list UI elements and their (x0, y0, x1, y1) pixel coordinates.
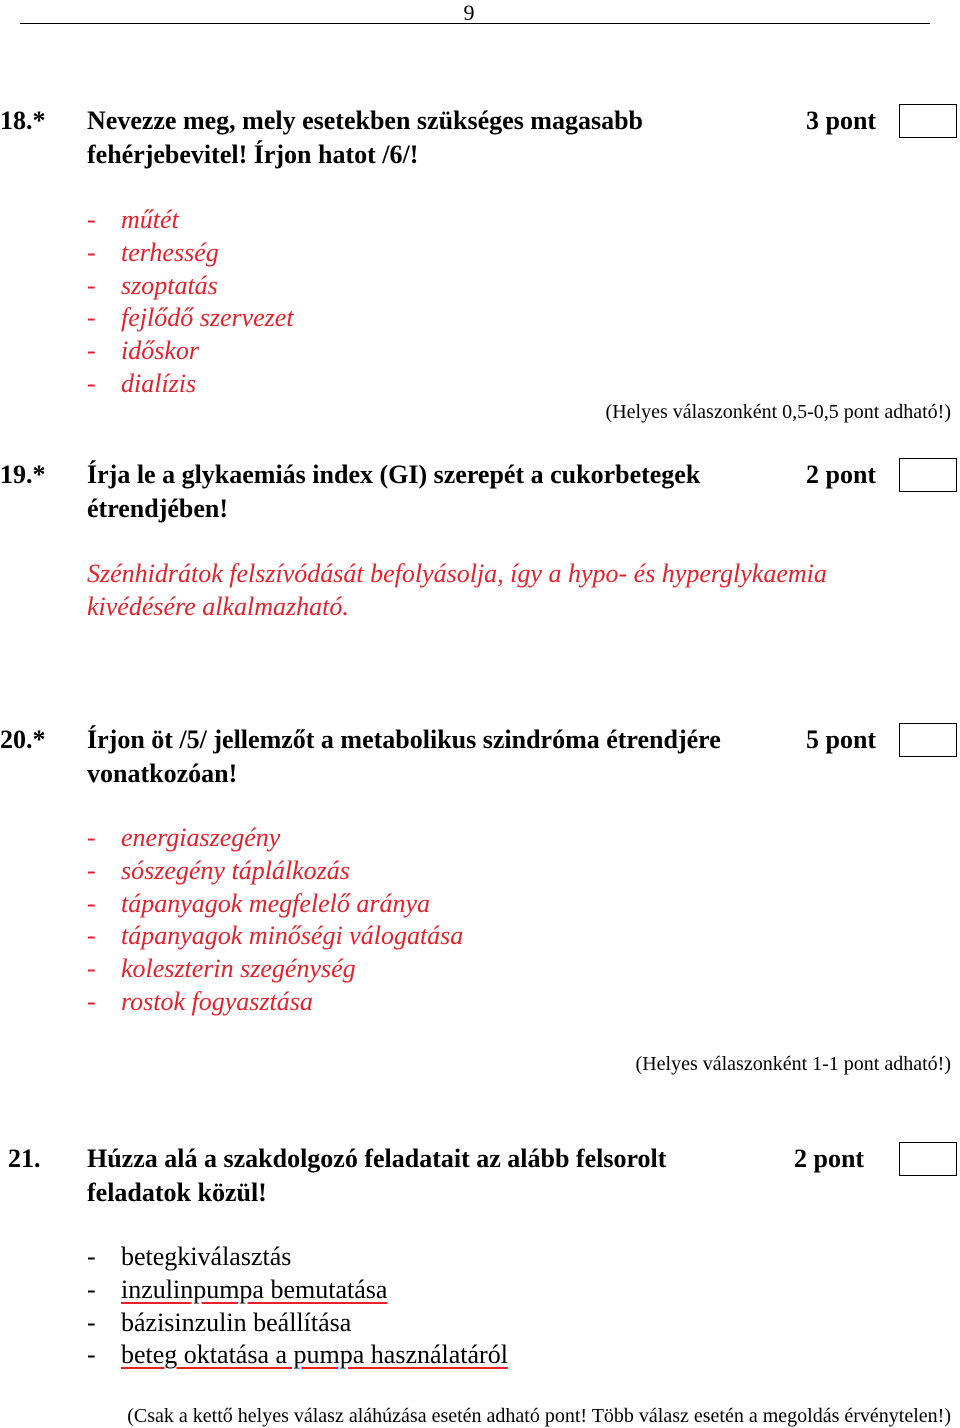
list-item: - időskor (87, 336, 199, 366)
question-text: Írja le a glykaemiás index (GI) szerepét a cukorbetegek étrendjében! (87, 460, 701, 523)
question-text: Írjon öt /5/ jellemzőt a metabolikus szindróma étrendjére vonatkozóan! (87, 725, 721, 788)
option-item[interactable]: - betegkiválasztás (87, 1242, 292, 1271)
answer-list-20 (87, 822, 463, 1019)
question-number: 19.* (0, 460, 46, 489)
option-label-underlined: beteg oktatása a pumpa használatáról (121, 1340, 508, 1370)
list-item: - sószegény táplálkozás (87, 855, 350, 885)
option-label: bázisinzulin beállítása (121, 1307, 352, 1337)
option-item-underlined[interactable]: - inzulinpumpa bemutatása (87, 1274, 388, 1304)
answer-list-18 (87, 204, 294, 401)
list-item: - tápanyagok megfelelő aránya (87, 888, 431, 918)
question-number: 20.* (0, 725, 46, 754)
question-text: Húzza alá a szakdolgozó feladatait az alább felsorolt feladatok közül! (87, 1144, 667, 1207)
question-points: 3 pont (806, 106, 877, 135)
option-label-underlined: inzulinpumpa bemutatása (121, 1274, 388, 1304)
score-box[interactable] (899, 458, 957, 492)
score-box[interactable] (899, 1142, 957, 1176)
header-rule (20, 23, 930, 24)
question-number: 18.* (0, 106, 46, 135)
list-item: - szoptatás (87, 270, 218, 300)
list-item: - rostok fogyasztása (87, 986, 313, 1016)
question-points: 2 pont (794, 1144, 865, 1173)
list-item: - műtét (87, 205, 179, 234)
list-item: - tápanyagok minőségi válogatása (87, 921, 464, 951)
question-number: 21. (8, 1144, 41, 1173)
option-item-underlined[interactable]: - beteg oktatása a pumpa használatáról (87, 1340, 508, 1370)
option-list-21 (87, 1241, 508, 1372)
list-item: - terhesség (87, 237, 219, 267)
scoring-note: (Helyes válaszonként 1-1 pont adható!) (635, 1053, 951, 1075)
answer-text-19: Szénhidrátok felszívódását befolyásolja, így a hypo- és hyperglykaemia kivédésére alkalmazható. (87, 559, 827, 621)
list-item: - fejlődő szervezet (87, 303, 294, 333)
list-item: - koleszterin szegénység (87, 954, 356, 984)
page-number: 9 (463, 0, 475, 25)
score-box[interactable] (899, 104, 957, 138)
option-item[interactable]: - bázisinzulin beállítása (87, 1307, 352, 1337)
score-box[interactable] (899, 723, 957, 757)
question-points: 2 pont (806, 460, 877, 489)
scoring-note: (Csak a kettő helyes válasz aláhúzása esetén adható pont! Több válasz esetén a megoldás érvénytelen!) (127, 1405, 951, 1427)
option-label: betegkiválasztás (121, 1242, 292, 1271)
scoring-note: (Helyes válaszonként 0,5-0,5 pont adható!) (605, 401, 951, 423)
list-item: - energiaszegény (87, 823, 281, 852)
question-text: Nevezze meg, mely esetekben szükséges magasabb fehérjebevitel! Írjon hatot /6/! (87, 106, 644, 169)
list-item: - dialízis (87, 368, 197, 398)
question-points: 5 pont (806, 725, 877, 754)
